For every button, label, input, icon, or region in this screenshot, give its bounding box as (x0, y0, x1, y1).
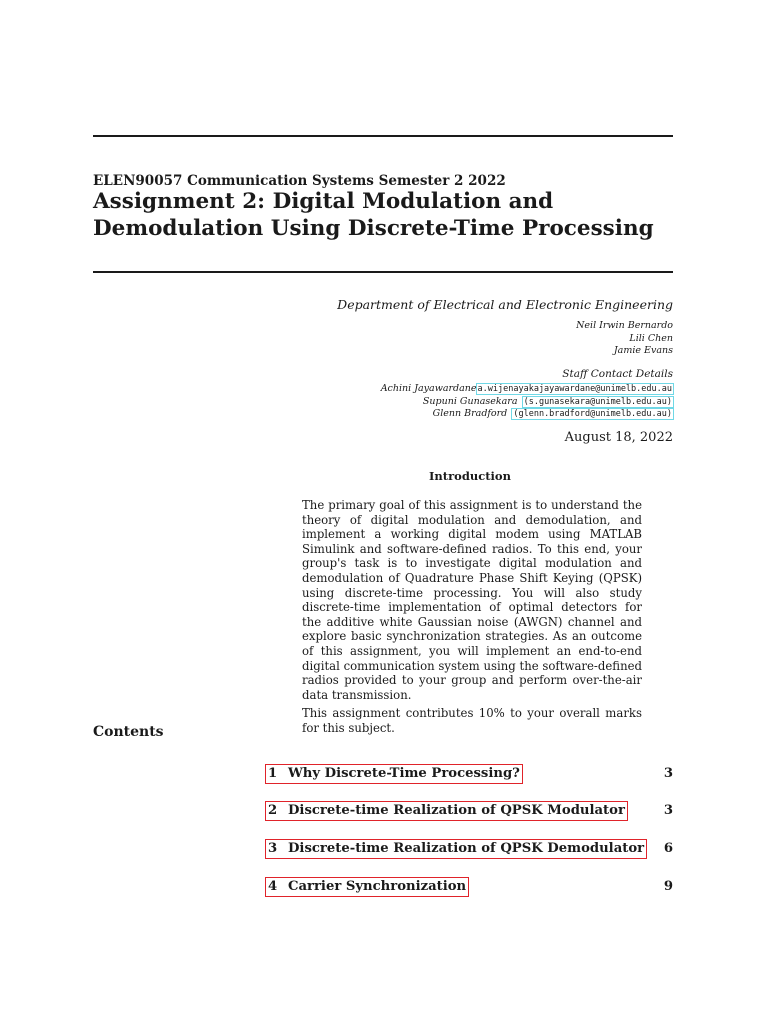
contact-row (381, 380, 673, 393)
toc-title: Discrete-time Realization of QPSK Modulator (288, 803, 625, 818)
contents-heading: Contents (93, 724, 164, 740)
department: Department of Electrical and Electronic Engineering (337, 297, 673, 312)
staff-contact-list (381, 380, 673, 418)
author-name: Lili Chen (629, 332, 673, 344)
course-line: ELEN90057 Communication Systems Semester 2 2022 (93, 173, 506, 189)
contact-name: Achini Jayawardane (380, 383, 477, 394)
toc-number: 2 (268, 803, 278, 818)
toc-link-carrier-synchronization[interactable] (265, 877, 469, 897)
introduction-paragraph: The primary goal of this assignment is to understand the theory of digital modulation and demodulation, and implement a working digital modem using MATLAB Simulink and software-defined radios. To this end, your group's task is to investigate digital modulation and demodulation of Quadrature Phase Shift Keying (QPSK) using discrete-time processing. You will also study discrete-time implementation of optimal detectors for the additive white Gaussian noise (AWGN) channel and explore basic synchronization strategies. As an outcome of this assignment, you will implement an end-to-end digital communication system using the software-defined radios provided to your group and perform over-the-air data transmission. (302, 498, 642, 702)
staff-contact-heading: Staff Contact Details (562, 368, 673, 380)
toc-title: Carrier Synchronization (288, 879, 467, 894)
contact-email-link[interactable]: (glenn.bradford@unimelb.edu.au) (513, 409, 672, 419)
toc-link-qpsk-modulator[interactable] (265, 801, 628, 821)
contact-email-link[interactable]: a.wijenayakajayawardane@unimelb.edu.au (477, 384, 672, 394)
toc-entry (265, 801, 673, 823)
introduction-paragraph: This assignment contributes 10% to your overall marks for this subject. (302, 706, 642, 735)
author-list (576, 320, 673, 358)
toc-entry (265, 839, 673, 861)
toc-page-number: 3 (663, 803, 673, 818)
top-rule (93, 135, 673, 137)
contact-name: Supuni Gunasekara (422, 395, 518, 407)
toc-entry (265, 764, 673, 786)
toc-title: Discrete-time Realization of QPSK Demodulator (288, 841, 645, 856)
introduction-body (302, 498, 642, 736)
document-date: August 18, 2022 (564, 430, 673, 445)
toc-page-number: 6 (663, 841, 673, 856)
toc-entry (265, 877, 673, 899)
contact-email-link[interactable]: (s.gunasekara@unimelb.edu.au) (523, 396, 672, 407)
toc-number: 4 (268, 879, 278, 894)
contact-name: Glenn Bradford (432, 408, 508, 419)
toc-page-number: 3 (663, 766, 673, 781)
toc-number: 1 (268, 766, 278, 781)
title-bottom-rule (93, 271, 673, 273)
toc-number: 3 (268, 841, 278, 856)
toc-link-qpsk-demodulator[interactable] (265, 839, 647, 859)
introduction-heading: Introduction (429, 469, 511, 483)
toc-link-why-discrete-time[interactable] (265, 764, 523, 784)
toc-page-number: 9 (663, 879, 673, 894)
contact-row (381, 393, 673, 406)
toc-title: Why Discrete-Time Processing? (288, 766, 520, 781)
author-name: Jamie Evans (613, 345, 673, 356)
author-name: Neil Irwin Bernardo (576, 320, 673, 331)
document-title: Assignment 2: Digital Modulation and Demodulation Using Discrete-Time Processing (93, 189, 654, 241)
